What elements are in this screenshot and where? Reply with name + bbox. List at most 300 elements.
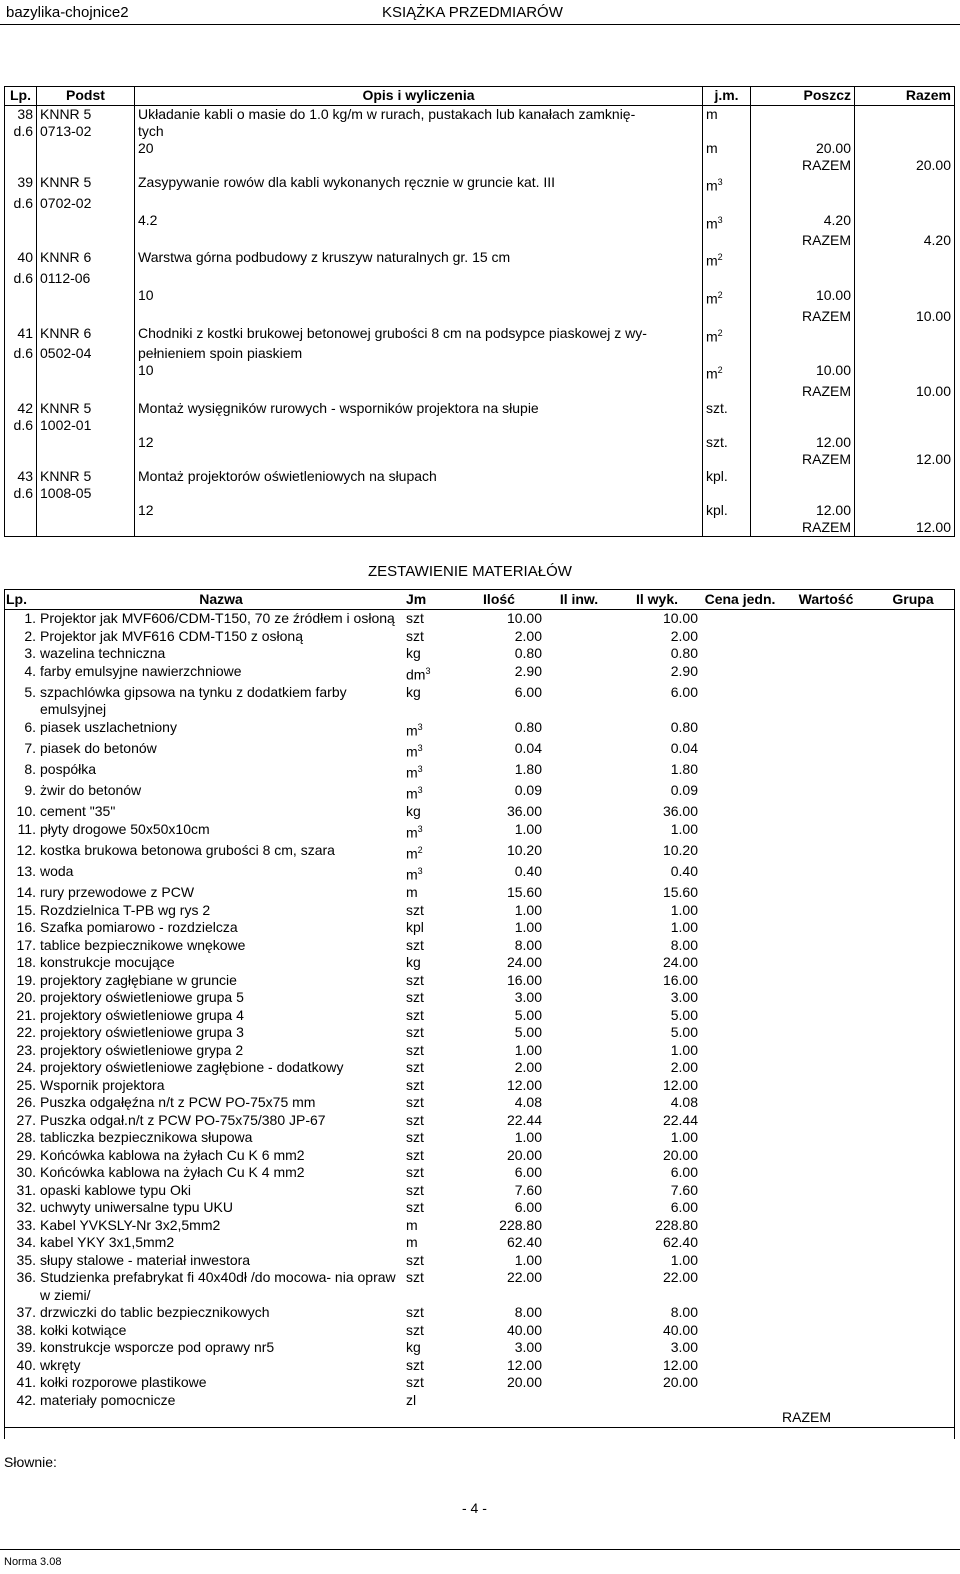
material-lp: 18.	[16, 954, 36, 971]
cost-item-row	[5, 325, 955, 346]
empty-cell	[780, 937, 872, 955]
item-chapter: d.6	[5, 195, 37, 212]
item-source: KNNR 5	[37, 174, 135, 195]
material-name: opaski kablowe typu Oki	[40, 1181, 191, 1198]
item-code: 1008-05	[37, 485, 135, 502]
material-row	[4, 1164, 954, 1182]
material-lp: 2.	[24, 627, 36, 644]
empty-cell	[37, 140, 135, 157]
empty-cell	[4, 1409, 38, 1427]
material-quantity	[454, 1392, 544, 1410]
material-unit: $m^3$	[406, 742, 423, 760]
calc-poszcz: 12.00	[751, 502, 855, 519]
empty-cell	[544, 628, 614, 646]
empty-cell	[37, 308, 135, 325]
empty-cell	[544, 1304, 614, 1322]
empty-cell	[751, 325, 855, 346]
empty-cell	[780, 1129, 872, 1147]
empty-cell	[780, 1322, 872, 1340]
empty-cell	[5, 232, 37, 249]
material-row	[4, 954, 954, 972]
razem-label: RAZEM	[751, 308, 855, 325]
razem-value: 4.20	[855, 232, 955, 249]
empty-cell	[872, 1374, 954, 1392]
material-name: projektory oświetleniowe grupa 4	[40, 1006, 244, 1023]
software-version: Norma 3.08	[4, 1556, 62, 1568]
material-lp: 23.	[16, 1041, 36, 1058]
empty-cell	[780, 1357, 872, 1375]
footer-rule	[0, 1549, 960, 1550]
item-lp: 41	[5, 325, 37, 346]
empty-cell	[5, 362, 37, 383]
empty-cell	[5, 519, 37, 537]
empty-cell	[544, 663, 614, 684]
material-row	[4, 1147, 954, 1165]
material-row	[4, 628, 954, 646]
empty-cell	[5, 140, 37, 157]
material-name: projektory oświetleniowe grupa 5	[40, 989, 244, 1006]
empty-cell	[37, 519, 135, 537]
material-unit: szt	[406, 1251, 424, 1268]
empty-cell	[855, 502, 955, 519]
empty-cell	[872, 1007, 954, 1025]
cost-item-row	[5, 417, 955, 434]
mat-col-cena: Cena jedn.	[700, 590, 780, 610]
material-row	[4, 719, 954, 740]
material-quantity-wyk: 62.40	[662, 1234, 698, 1251]
empty-cell	[544, 1094, 614, 1112]
empty-cell	[872, 803, 954, 821]
empty-cell	[544, 1252, 614, 1270]
empty-cell	[5, 308, 37, 325]
empty-cell	[700, 1164, 780, 1182]
empty-cell	[872, 1339, 954, 1357]
empty-cell	[872, 1322, 954, 1340]
mat-col-jm: Jm	[404, 590, 454, 610]
material-quantity-wyk: 15.60	[662, 884, 698, 901]
material-lp: 15.	[16, 901, 36, 918]
empty-cell	[780, 761, 872, 782]
material-quantity: 22.00	[506, 1269, 542, 1286]
material-quantity: 12.00	[506, 1356, 542, 1373]
material-row	[4, 919, 954, 937]
empty-cell	[544, 1374, 614, 1392]
cost-item-row	[5, 249, 955, 270]
empty-cell	[780, 1182, 872, 1200]
empty-cell	[544, 1112, 614, 1130]
empty-cell	[872, 1392, 954, 1410]
material-quantity-wyk: 3.00	[670, 1339, 698, 1356]
empty-cell	[780, 884, 872, 902]
item-unit: $m^2$	[703, 249, 751, 270]
materials-title: ZESTAWIENIE MATERIAŁÓW	[368, 563, 572, 580]
razem-row	[5, 451, 955, 468]
empty-cell	[544, 610, 614, 628]
empty-cell	[700, 1217, 780, 1235]
material-quantity: 4.08	[514, 1094, 542, 1111]
empty-cell	[780, 610, 872, 628]
material-row	[4, 989, 954, 1007]
material-row	[4, 842, 954, 863]
empty-cell	[872, 1059, 954, 1077]
material-lp: 10.	[16, 803, 36, 820]
empty-cell	[700, 1182, 780, 1200]
material-quantity: 2.00	[514, 1059, 542, 1076]
calc-expression: 20	[135, 140, 703, 157]
material-quantity: 5.00	[514, 1024, 542, 1041]
calc-row	[5, 140, 955, 157]
material-unit: szt	[406, 1076, 424, 1093]
material-name: Projektor jak MVF616 CDM-T150 z osłoną	[40, 627, 303, 644]
razem-row	[5, 308, 955, 325]
material-quantity-wyk: 1.00	[670, 1041, 698, 1058]
empty-cell	[780, 842, 872, 863]
empty-cell	[872, 684, 954, 719]
empty-cell	[855, 325, 955, 346]
empty-cell	[700, 1147, 780, 1165]
material-name: konstrukcje wsporcze pod oprawy nr5	[40, 1339, 275, 1356]
empty-cell	[37, 232, 135, 249]
material-row	[4, 1094, 954, 1112]
empty-cell	[700, 628, 780, 646]
material-quantity-wyk: 12.00	[662, 1356, 698, 1373]
item-unit: m	[703, 106, 751, 124]
calc-unit: $m^2$	[703, 287, 751, 308]
empty-cell	[703, 232, 751, 249]
item-lp: 42	[5, 400, 37, 417]
material-quantity: 8.00	[514, 1304, 542, 1321]
material-unit: szt	[406, 1321, 424, 1338]
material-name: wazelina techniczna	[40, 645, 166, 661]
material-name: Szafka pomiarowo - rozdzielcza	[40, 919, 238, 936]
material-quantity-wyk: 0.40	[670, 863, 698, 880]
material-lp: 21.	[16, 1006, 36, 1023]
material-quantity: 5.00	[514, 1006, 542, 1023]
empty-cell	[544, 1217, 614, 1235]
material-quantity-wyk: 36.00	[662, 803, 698, 820]
empty-cell	[872, 842, 954, 863]
empty-cell	[780, 782, 872, 803]
material-quantity-wyk: 5.00	[670, 1024, 698, 1041]
empty-cell	[544, 1269, 614, 1304]
material-quantity-wyk: 0.80	[670, 645, 698, 661]
material-name: żwir do betonów	[40, 782, 142, 799]
mat-col-nazwa: Nazwa	[38, 590, 404, 610]
document-title: KSIĄŻKA PRZEDMIARÓW	[382, 4, 563, 21]
material-lp: 42.	[16, 1391, 36, 1408]
document-name: bazylika-chojnice2	[6, 4, 129, 21]
empty-cell	[780, 954, 872, 972]
material-name: szpachlówka gipsowa na tynku z dodatkiem farby emulsyjnej	[40, 683, 347, 718]
razem-row	[5, 232, 955, 249]
item-code: 0502-04	[37, 345, 135, 362]
empty-cell	[872, 821, 954, 842]
empty-cell	[751, 195, 855, 212]
empty-cell	[5, 383, 37, 400]
empty-cell	[544, 1059, 614, 1077]
material-quantity-wyk: 6.00	[670, 1164, 698, 1181]
material-quantity-wyk: 6.00	[670, 683, 698, 700]
empty-cell	[703, 195, 751, 212]
material-row	[4, 1234, 954, 1252]
empty-cell	[780, 1164, 872, 1182]
empty-cell	[780, 684, 872, 719]
empty-cell	[700, 1234, 780, 1252]
item-description-cont: tych	[135, 123, 703, 140]
calc-unit: kpl.	[703, 502, 751, 519]
cost-item-row	[5, 123, 955, 140]
material-quantity-wyk: 4.08	[670, 1094, 698, 1111]
material-row	[4, 684, 954, 719]
empty-cell	[855, 174, 955, 195]
empty-cell	[700, 1112, 780, 1130]
material-lp: 16.	[16, 919, 36, 936]
material-quantity-wyk: 1.00	[670, 919, 698, 936]
material-name: Puszka odgał.n/t z PCW PO-75x75/380 JP-67	[40, 1111, 326, 1128]
materials-total-row	[4, 1409, 954, 1427]
empty-cell	[872, 902, 954, 920]
empty-cell	[5, 451, 37, 468]
empty-cell	[780, 1339, 872, 1357]
empty-cell	[855, 434, 955, 451]
material-name: kabel YKY 3x1,5mm2	[40, 1234, 175, 1251]
empty-cell	[872, 782, 954, 803]
cost-item-row	[5, 195, 955, 212]
empty-cell	[700, 1269, 780, 1304]
material-name: cement "35"	[40, 803, 116, 820]
empty-cell	[544, 1024, 614, 1042]
material-unit: szt	[406, 936, 424, 953]
material-quantity: 1.00	[514, 919, 542, 936]
material-unit: szt	[406, 1146, 424, 1163]
material-lp: 25.	[16, 1076, 36, 1093]
calc-expression: 10	[135, 287, 703, 308]
material-quantity-wyk: 1.00	[670, 901, 698, 918]
material-unit: $m^3$	[406, 866, 423, 883]
empty-cell	[780, 663, 872, 684]
material-quantity-wyk: 22.00	[662, 1269, 698, 1286]
material-lp: 37.	[16, 1304, 36, 1321]
empty-cell	[544, 1234, 614, 1252]
material-quantity-wyk: 0.80	[670, 718, 698, 735]
material-quantity: 1.00	[514, 1251, 542, 1268]
cost-item-row	[5, 174, 955, 195]
col-opis: Opis i wyliczenia	[135, 87, 703, 106]
empty-cell	[544, 821, 614, 842]
empty-cell	[700, 884, 780, 902]
material-quantity-wyk: 6.00	[670, 1199, 698, 1216]
item-code: 0713-02	[37, 123, 135, 140]
material-row	[4, 782, 954, 803]
item-description-cont	[135, 270, 703, 287]
empty-cell	[700, 740, 780, 761]
material-quantity-wyk: 0.04	[670, 739, 698, 756]
material-row	[4, 1182, 954, 1200]
mat-col-il-inw: Il inw.	[544, 590, 614, 610]
empty-cell	[700, 645, 780, 663]
empty-cell	[780, 1217, 872, 1235]
material-lp: 5.	[24, 683, 36, 700]
razem-label: RAZEM	[751, 232, 855, 249]
empty-cell	[700, 1042, 780, 1060]
empty-cell	[700, 1392, 780, 1410]
empty-cell	[700, 919, 780, 937]
empty-cell	[855, 140, 955, 157]
empty-cell	[700, 610, 780, 628]
material-quantity-wyk: 10.00	[662, 610, 698, 626]
material-lp: 26.	[16, 1094, 36, 1111]
material-row	[4, 1024, 954, 1042]
item-lp: 40	[5, 249, 37, 270]
material-lp: 28.	[16, 1129, 36, 1146]
empty-cell	[700, 1094, 780, 1112]
material-unit: szt	[406, 1269, 424, 1286]
empty-cell	[872, 1182, 954, 1200]
material-lp: 17.	[16, 936, 36, 953]
material-unit: szt	[406, 1024, 424, 1041]
material-quantity: 0.80	[514, 718, 542, 735]
materials-header	[4, 590, 954, 610]
material-lp: 8.	[24, 760, 36, 777]
calc-poszcz: 10.00	[751, 362, 855, 383]
material-quantity: 12.00	[506, 1076, 542, 1093]
empty-cell	[700, 902, 780, 920]
material-quantity-wyk: 2.00	[670, 1059, 698, 1076]
empty-cell	[544, 954, 614, 972]
empty-cell	[544, 902, 614, 920]
empty-cell	[700, 989, 780, 1007]
empty-cell	[872, 1252, 954, 1270]
material-quantity-wyk: 2.00	[670, 627, 698, 644]
empty-cell	[135, 232, 703, 249]
calc-row	[5, 212, 955, 233]
materials-right-border	[954, 589, 955, 1439]
empty-cell	[544, 972, 614, 990]
empty-cell	[751, 123, 855, 140]
empty-cell	[780, 1077, 872, 1095]
item-lp: 43	[5, 468, 37, 485]
empty-cell	[700, 821, 780, 842]
material-quantity: 10.20	[506, 841, 542, 858]
empty-cell	[703, 270, 751, 287]
material-row	[4, 1322, 954, 1340]
material-name: wkręty	[40, 1356, 81, 1373]
empty-cell	[872, 1112, 954, 1130]
mat-col-il-wyk: Il wyk.	[614, 590, 700, 610]
material-lp: 34.	[16, 1234, 36, 1251]
material-lp: 24.	[16, 1059, 36, 1076]
material-name: konstrukcje mocujące	[40, 954, 175, 971]
material-lp: 1.	[24, 610, 36, 626]
razem-value: 10.00	[855, 383, 955, 400]
empty-cell	[872, 937, 954, 955]
empty-cell	[780, 902, 872, 920]
empty-cell	[544, 1182, 614, 1200]
material-row	[4, 1007, 954, 1025]
empty-cell	[872, 919, 954, 937]
material-name: projektory zagłębiane w gruncie	[40, 971, 237, 988]
razem-row	[5, 519, 955, 537]
empty-cell	[751, 468, 855, 485]
material-row	[4, 610, 954, 628]
empty-cell	[703, 417, 751, 434]
empty-cell	[872, 1409, 954, 1427]
empty-cell	[703, 157, 751, 174]
material-unit: szt	[406, 1374, 424, 1391]
materials-table	[4, 589, 954, 1428]
material-unit: szt	[406, 1164, 424, 1181]
material-quantity: 2.90	[514, 662, 542, 679]
item-source: KNNR 6	[37, 249, 135, 270]
empty-cell	[855, 287, 955, 308]
empty-cell	[780, 1234, 872, 1252]
material-row	[4, 1042, 954, 1060]
material-quantity-wyk: 1.00	[670, 1251, 698, 1268]
cost-table	[4, 86, 955, 537]
material-quantity-wyk: 20.00	[662, 1374, 698, 1391]
razem-value: 20.00	[855, 157, 955, 174]
calc-row	[5, 287, 955, 308]
razem-value: 10.00	[855, 308, 955, 325]
material-unit: szt	[406, 971, 424, 988]
empty-cell	[37, 383, 135, 400]
calc-poszcz: 20.00	[751, 140, 855, 157]
item-description-cont	[135, 417, 703, 434]
col-jm: j.m.	[703, 87, 751, 106]
item-source: KNNR 6	[37, 325, 135, 346]
material-name: Wspornik projektora	[40, 1076, 165, 1093]
material-unit: szt	[406, 1199, 424, 1216]
empty-cell	[37, 451, 135, 468]
empty-cell	[751, 400, 855, 417]
razem-value: 12.00	[855, 451, 955, 468]
material-row	[4, 1199, 954, 1217]
empty-cell	[780, 1024, 872, 1042]
header-rule	[0, 24, 960, 25]
empty-cell	[544, 1199, 614, 1217]
empty-cell	[700, 663, 780, 684]
empty-cell	[872, 1077, 954, 1095]
empty-cell	[780, 1147, 872, 1165]
empty-cell	[872, 1304, 954, 1322]
empty-cell	[37, 502, 135, 519]
material-unit: szt	[406, 989, 424, 1006]
empty-cell	[751, 249, 855, 270]
material-name: kostka brukowa betonowa grubości 8 cm, szara	[40, 841, 335, 858]
empty-cell	[544, 1007, 614, 1025]
razem-label: RAZEM	[751, 157, 855, 174]
empty-cell	[780, 989, 872, 1007]
material-name: kołki kotwiące	[40, 1321, 127, 1338]
material-unit: $dm^3$	[406, 665, 431, 683]
razem-row	[5, 157, 955, 174]
material-quantity-wyk: 3.00	[670, 989, 698, 1006]
material-name: materiały pomocnicze	[40, 1391, 176, 1408]
empty-cell	[780, 919, 872, 937]
material-row	[4, 761, 954, 782]
material-quantity: 22.44	[506, 1111, 542, 1128]
material-name: Końcówka kablowa na żyłach Cu K 4 mm2	[40, 1164, 305, 1181]
material-lp: 12.	[16, 841, 36, 858]
empty-cell	[700, 684, 780, 719]
empty-cell	[544, 803, 614, 821]
material-quantity-wyk: 5.00	[670, 1006, 698, 1023]
mat-col-ilosc: Ilość	[454, 590, 544, 610]
item-description: Warstwa górna podbudowy z kruszyw naturalnych gr. 15 cm	[135, 249, 703, 270]
material-quantity: 40.00	[506, 1321, 542, 1338]
item-code: 0112-06	[37, 270, 135, 287]
empty-cell	[700, 1129, 780, 1147]
